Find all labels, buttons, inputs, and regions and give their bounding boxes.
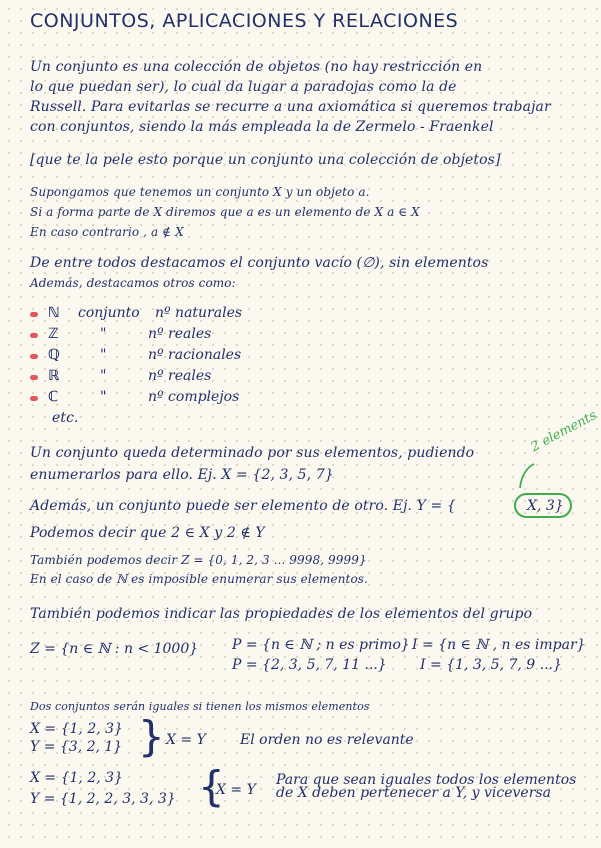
intro-line-3: Russell. Para evitarlas se recurre a una axiomática si queremos trabajar <box>30 99 551 115</box>
set-symbol: ℕ <box>48 305 60 321</box>
i-list: I = {1, 3, 5, 7, 9 ...} <box>420 657 562 673</box>
properties-line: También podemos indicar las propiedades de los elementos del grupo <box>30 606 533 622</box>
bullet-icon <box>30 354 38 359</box>
equality-note-2a: Para que sean iguales todos los elementos <box>276 772 577 788</box>
set-symbol: ℝ <box>48 368 60 384</box>
equality-note-1: El orden no es relevante <box>240 732 414 748</box>
brace-1: } <box>138 712 165 761</box>
set-ditto: " <box>100 368 107 384</box>
equality-note-2b: de X deben pertenecer a Y, y viceversa <box>276 785 551 801</box>
set-ditto: conjunto <box>78 305 140 321</box>
intro-line-4: con conjuntos, siendo la más empleada la de Zermelo - Fraenkel <box>30 119 494 135</box>
p-list: P = {2, 3, 5, 7, 11 ...} <box>232 657 387 673</box>
bullet-icon <box>30 312 38 317</box>
empty-set-line: De entre todos destacamos el conjunto vacío (∅), sin elementos <box>30 255 489 271</box>
equality-y2: Y = {1, 2, 2, 3, 3, 3} <box>30 791 176 807</box>
equality-x1: X = {1, 2, 3} <box>30 721 123 737</box>
set-symbol: ℚ <box>48 347 60 363</box>
highlight-line: Además, destacamos otros como: <box>30 276 236 290</box>
bullet-icon <box>30 333 38 338</box>
green-highlight-circle <box>514 493 572 518</box>
z-definition: Z = {n ∈ ℕ : n < 1000} <box>30 641 199 657</box>
set-name: nº reales <box>148 326 212 342</box>
equality-result-2: X = Y <box>216 782 256 798</box>
green-arrow-icon <box>516 462 538 490</box>
i-definition: I = {n ∈ ℕ , n es impar} <box>412 637 586 653</box>
intro-line-2: lo que puedan ser), lo cual da lugar a paradojas como la de <box>30 79 457 95</box>
set-name: nº complejos <box>148 389 240 405</box>
equality-y1: Y = {3, 2, 1} <box>30 739 123 755</box>
example-line-3: En el caso de ℕ es imposible enumerar sus elementos. <box>30 572 368 586</box>
set-name: nº naturales <box>155 305 243 321</box>
intro-line-1: Un conjunto es una colección de objetos (no hay restricción en <box>30 59 483 75</box>
set-ditto: " <box>100 326 107 342</box>
determined-line-1: Un conjunto queda determinado por sus elementos, pudiendo <box>30 445 475 461</box>
set-name: nº racionales <box>148 347 242 363</box>
set-ditto: " <box>100 347 107 363</box>
green-annotation: 2 elements <box>528 407 600 456</box>
determined-line-2: enumerarlos para ello. Ej. X = {2, 3, 5, 7} <box>30 467 334 483</box>
bullet-icon <box>30 396 38 401</box>
brace-2: { <box>198 762 225 811</box>
set-symbol: ℂ <box>48 389 59 405</box>
bullet-icon <box>30 375 38 380</box>
element-of-other-line: Además, un conjunto puede ser elemento de otro. Ej. Y = { <box>30 498 456 514</box>
equality-heading: Dos conjuntos serán iguales si tienen los mismos elementos <box>30 700 370 713</box>
equality-x2: X = {1, 2, 3} <box>30 770 123 786</box>
set-symbol: ℤ <box>48 326 59 342</box>
circled-elements: X, 3} <box>527 498 564 514</box>
page-title: CONJUNTOS, APLICACIONES Y RELACIONES <box>30 10 459 32</box>
set-name: nº reales <box>148 368 212 384</box>
membership-line-3: En caso contrario , a ∉ X <box>30 225 184 239</box>
question-line: [que te la pele esto porque un conjunto una colección de objetos] <box>30 152 501 168</box>
etc-text: etc. <box>52 410 79 426</box>
membership-line-1: Supongamos que tenemos un conjunto X y un objeto a. <box>30 185 370 199</box>
membership-line-2: Si a forma parte de X diremos que a es un elemento de X a ∈ X <box>30 205 420 219</box>
example-line-2: También podemos decir Z = {0, 1, 2, 3 ... 9998, 9999} <box>30 553 367 567</box>
example-line-1: Podemos decir que 2 ∈ X y 2 ∉ Y <box>30 525 265 541</box>
set-ditto: " <box>100 389 107 405</box>
equality-result-1: X = Y <box>166 732 206 748</box>
p-definition: P = {n ∈ ℕ ; n es primo} <box>232 637 410 653</box>
